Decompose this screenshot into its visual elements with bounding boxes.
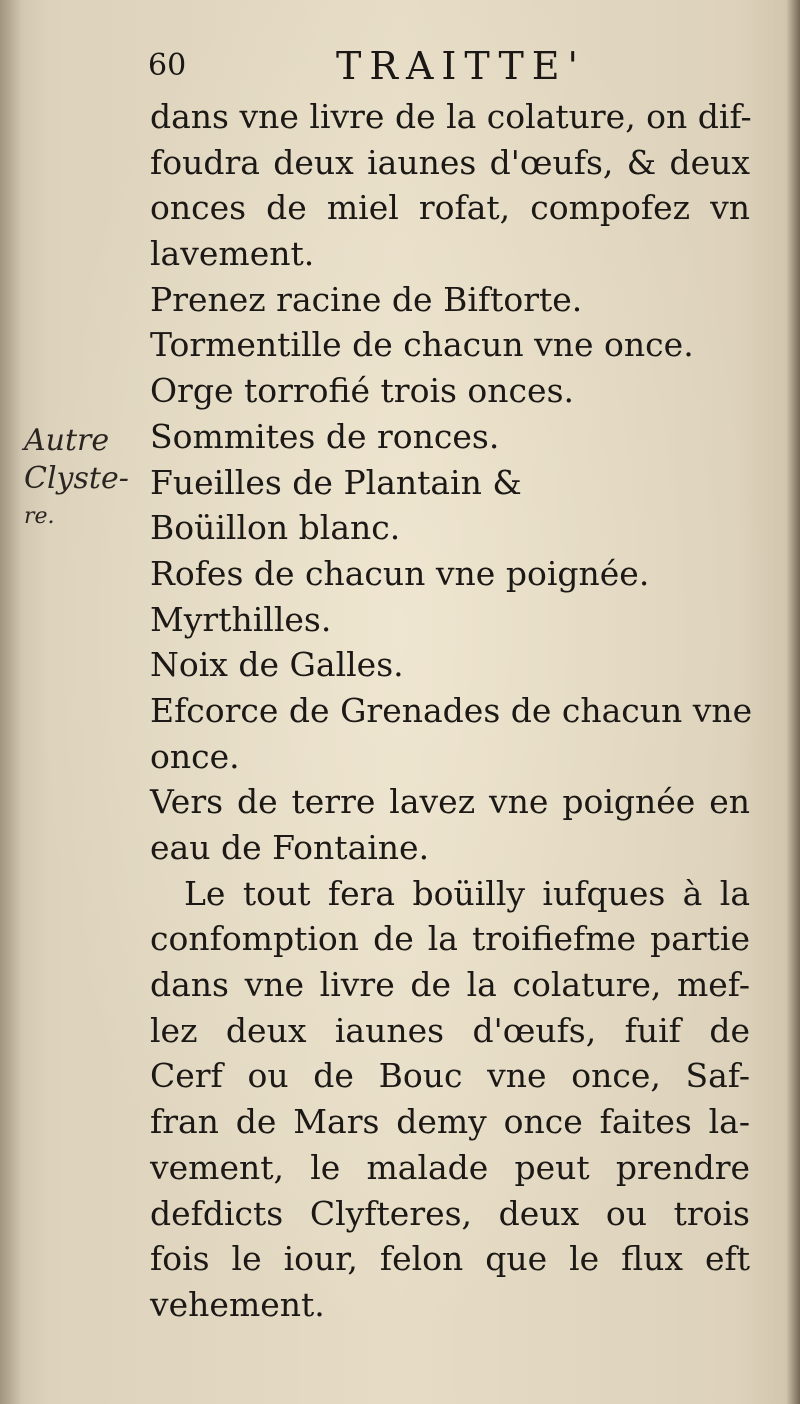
body-text: [150, 94, 753, 1328]
text-line: Noix de Galles.: [150, 645, 404, 685]
text-line: onces de miel rofat, compofez vn: [150, 188, 750, 228]
page-number: 60: [148, 48, 187, 83]
text-line: eau de Fontaine.: [150, 828, 430, 867]
text-line: Efcorce de Grenades de chacun vne: [150, 690, 753, 730]
text-line: defdicts Clyfteres, deux ou trois: [150, 1193, 750, 1233]
margin-note-line: Clyste-: [24, 461, 129, 496]
text-line: dans vne livre de la colature, on dif-: [150, 97, 752, 136]
text-line: Sommites de ronces.: [150, 416, 500, 456]
text-line: Vers de terre lavez vne poignée en: [150, 782, 750, 822]
margin-note-line: Autre: [24, 423, 110, 458]
text-line: Fueilles de Plantain &: [150, 462, 522, 502]
text-line: Tormentille de chacun vne once.: [150, 325, 694, 365]
text-line: lavement.: [150, 234, 315, 274]
text-line: dans vne livre de la colature, mef-: [150, 965, 750, 1005]
text-line: vement, le malade peut prendre: [150, 1147, 750, 1187]
text-line: Prenez racine de Biftorte.: [150, 279, 583, 319]
text-line: Myrthilles.: [150, 599, 332, 639]
text-line: Rofes de chacun vne poignée.: [150, 553, 650, 593]
text-line: confomption de la troifiefme partie: [150, 919, 750, 959]
page-header: [148, 44, 748, 94]
running-head: TRAITTE': [336, 44, 586, 88]
text-line: fois le iour, felon que le flux eft: [150, 1239, 750, 1279]
margin-note: [24, 422, 134, 536]
text-line: Boüillon blanc.: [150, 508, 401, 548]
text-line: vehement.: [150, 1284, 325, 1324]
margin-note-line: re.: [24, 504, 55, 529]
text-line: once.: [150, 736, 240, 776]
text-line: Le tout fera boüilly iufques à la: [184, 873, 750, 913]
text-line: Orge torrofié trois onces.: [150, 371, 574, 411]
text-line: foudra deux iaunes d'œufs, & deux: [150, 142, 750, 182]
text-line: lez deux iaunes d'œufs, fuif de: [150, 1010, 750, 1050]
text-line: Cerf ou de Bouc vne once, Saf-: [150, 1056, 750, 1096]
text-line: fran de Mars demy once faites la-: [150, 1102, 750, 1142]
